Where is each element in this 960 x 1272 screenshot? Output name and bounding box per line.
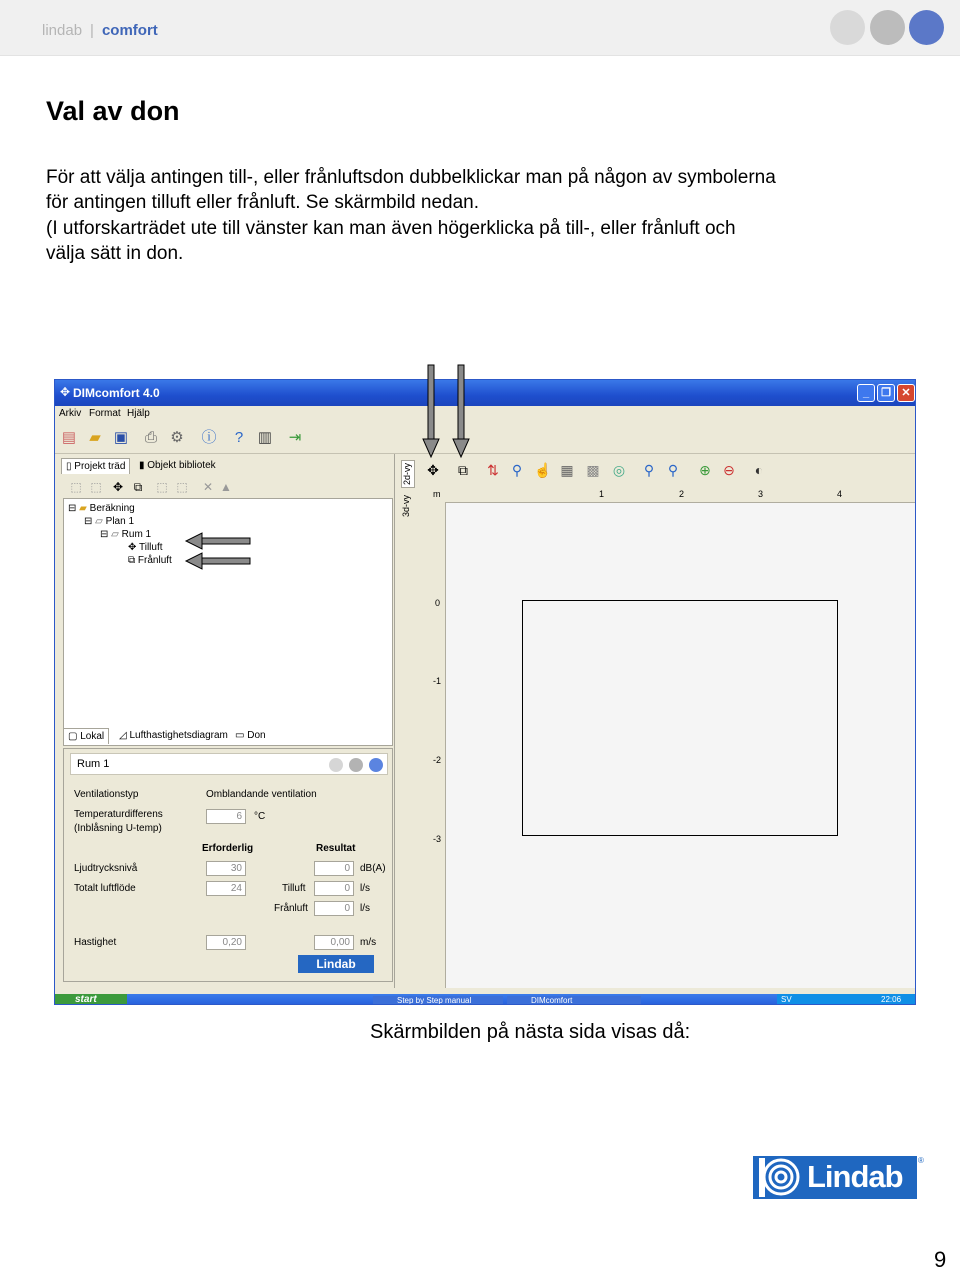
open-icon[interactable]: ▰	[89, 429, 101, 446]
zoom-in-icon[interactable]: ⊕	[699, 462, 711, 478]
left-arrows	[184, 532, 254, 572]
tree-node-berakning[interactable]: ⊟ ▰ Beräkning	[68, 503, 135, 514]
app-titlebar	[55, 380, 916, 406]
brand-secondary: comfort	[101, 22, 158, 39]
drawing-canvas[interactable]	[445, 502, 915, 988]
close-button[interactable]: ✕	[897, 384, 915, 402]
taskbar	[55, 994, 916, 1005]
ruler-unit: m	[433, 489, 441, 499]
flow-label: Totalt luftflöde	[74, 883, 136, 894]
tab-objekt-bibliotek[interactable]: ▮ Objekt bibliotek	[139, 460, 216, 471]
sound-unit: dB(A)	[360, 863, 386, 874]
menubar	[55, 406, 916, 424]
tab-lokal[interactable]: ▢ Lokal	[63, 728, 109, 744]
ventilationstyp-value[interactable]: Omblandande ventilation	[206, 789, 317, 800]
tab-projekt-trad-label: Projekt träd	[74, 461, 126, 472]
props-dot-2	[349, 758, 363, 772]
drawing-area	[397, 454, 915, 988]
props-dot-3	[369, 758, 383, 772]
start-button[interactable]: start	[55, 994, 127, 1005]
exhaust-field: 0	[314, 901, 354, 916]
tab-lufthastighetsdiagram[interactable]: ◿ Lufthastighetsdiagram	[119, 730, 228, 741]
settings-icon[interactable]: ⚙	[170, 429, 184, 446]
tree-node-rum[interactable]: ⊟ ▱ Rum 1	[100, 529, 152, 540]
zoom-1-1-icon[interactable]: ⚲	[667, 462, 679, 478]
sound-label: Ljudtrycksnivå	[74, 863, 138, 874]
page-title: Val av don	[46, 96, 180, 126]
main-toolbar	[55, 424, 916, 454]
hand-icon[interactable]: ☝	[534, 462, 552, 478]
flow-required-field[interactable]: 24	[206, 881, 246, 896]
page-header	[0, 0, 960, 56]
zoom-out-icon[interactable]: ⊖	[723, 462, 735, 478]
ruler-x-1: 1	[599, 489, 605, 499]
arrows-icon[interactable]: ⇅	[487, 462, 499, 478]
bottom-tabs	[63, 728, 393, 746]
speed-result-field: 0,00	[314, 935, 354, 950]
tree-edit-icon[interactable]: ⬚	[156, 480, 168, 494]
tree-pin-icon[interactable]: ▲	[220, 480, 232, 494]
paragraph-line-2: för antingen tilluft eller frånluft. Se skärmbild nedan.	[46, 192, 480, 213]
new-icon[interactable]: ▤	[61, 429, 77, 446]
sound-required-field[interactable]: 30	[206, 861, 246, 876]
circle-icon[interactable]: ◎	[612, 462, 626, 478]
header-dot-2	[870, 10, 905, 45]
ruler-x-3: 3	[758, 489, 764, 499]
col-required: Erforderlig	[202, 843, 254, 854]
ventilationstyp-label: Ventilationstyp	[74, 789, 139, 800]
app-icon: ✥	[60, 385, 71, 399]
tree-node-plan[interactable]: ⊟ ▱ Plan 1	[84, 516, 135, 527]
props-header	[70, 753, 388, 775]
menu-arkiv[interactable]: Arkiv	[59, 408, 82, 419]
tree-node-franluft[interactable]: ⧉ Frånluft	[128, 555, 172, 566]
exhaust-label: Frånluft	[274, 903, 308, 914]
room-rectangle[interactable]	[522, 600, 838, 836]
sound-result-field: 0	[314, 861, 354, 876]
left-arrow-franluft	[186, 553, 250, 569]
supply-field: 0	[314, 881, 354, 896]
tree-toolbar	[61, 476, 391, 498]
tab-projekt-trad[interactable]: ▯ Projekt träd	[61, 458, 130, 474]
query-icon[interactable]: ⚲	[511, 462, 523, 478]
tab-2d-vy[interactable]: 2d-vy	[401, 460, 415, 488]
ruler-y-1: -1	[433, 676, 442, 686]
ruler-x-4: 4	[837, 489, 843, 499]
down-arrow-supply	[423, 365, 439, 457]
header-dot-1	[830, 10, 865, 45]
app-title: DIMcomfort 4.0	[73, 386, 160, 400]
menu-hjalp[interactable]: Hjälp	[127, 408, 150, 419]
camera-icon[interactable]: ▥	[257, 429, 273, 446]
grid-icon[interactable]: ▦	[560, 462, 574, 478]
brand	[42, 22, 158, 39]
minimize-button[interactable]: _	[857, 384, 875, 402]
header-dot-3	[909, 10, 944, 45]
exhaust-unit: l/s	[360, 903, 370, 914]
zoom-icon[interactable]: ⚲	[643, 462, 655, 478]
speed-required-field[interactable]: 0,20	[206, 935, 246, 950]
room-name: Rum 1	[77, 758, 110, 770]
left-arrow-tilluft	[186, 533, 250, 549]
brand-primary: lindab	[42, 22, 83, 39]
maximize-button[interactable]: ❐	[877, 384, 895, 402]
speed-unit: m/s	[360, 937, 377, 948]
lindab-logo-text: Lindab	[807, 1159, 903, 1194]
temp-label-2: (Inblåsning U-temp)	[74, 823, 162, 834]
snap-icon[interactable]: ▩	[586, 462, 600, 478]
tree-add-icon[interactable]: ⬚	[70, 480, 82, 494]
menu-format[interactable]: Format	[89, 408, 121, 419]
app-screenshot	[54, 379, 916, 1005]
down-arrow-exhaust	[453, 365, 469, 457]
props-dot-1	[329, 758, 343, 772]
paragraph-line-3: (I utforskarträdet ute till vänster kan man även högerklicka på till-, eller frånluft och	[46, 218, 736, 239]
tree-node-tilluft[interactable]: ✥ Tilluft	[128, 542, 163, 553]
paragraph-line-1: För att välja antingen till-, eller frånluftsdon dubbelklickar man på någon av symbolerna	[46, 167, 776, 188]
task-step-by-step[interactable]: Step by Step manual	[373, 996, 503, 1005]
tab-objekt-bibliotek-label: Objekt bibliotek	[147, 460, 216, 471]
page-number: 9	[934, 1247, 947, 1272]
tray-lang: SV	[781, 995, 792, 1004]
flow-unit: l/s	[360, 883, 370, 894]
ruler-y-3: -3	[433, 834, 442, 844]
supply-icon[interactable]: ✥	[112, 480, 124, 494]
down-arrows	[420, 363, 476, 459]
temp-unit: °C	[254, 811, 266, 822]
ruler-x-2: 2	[679, 489, 685, 499]
help-icon[interactable]: ?	[234, 429, 244, 446]
ruler-y-0: 0	[435, 598, 441, 608]
drawing-toolbar	[421, 458, 911, 482]
supply-label: Tilluft	[282, 883, 306, 894]
system-tray	[777, 994, 916, 1005]
lindab-logo	[753, 1156, 917, 1199]
tab-don[interactable]: ▭ Don	[235, 730, 266, 741]
task-dimcomfort[interactable]: DIMcomfort	[507, 996, 641, 1005]
registered-mark: ®	[918, 1156, 924, 1165]
supply-symbol-icon[interactable]: ✥	[427, 462, 439, 478]
ruler-y-2: -2	[433, 755, 442, 765]
save-icon[interactable]: ▣	[113, 429, 129, 446]
room-properties	[63, 748, 393, 982]
tree-edit2-icon[interactable]: ⬚	[176, 480, 188, 494]
exhaust-icon[interactable]: ⧉	[133, 480, 143, 494]
exhaust-symbol-icon[interactable]: ⧉	[458, 462, 468, 478]
info-icon[interactable]: ⓘ	[201, 429, 217, 446]
paragraph-line-4: välja sätt in don.	[46, 243, 184, 264]
tree-copy-icon[interactable]: ⬚	[90, 480, 102, 494]
print-icon[interactable]: ⎙	[144, 429, 157, 446]
tab-3d-vy[interactable]: 3d-vy	[401, 495, 411, 518]
caption: Skärmbilden på nästa sida visas då:	[370, 1021, 691, 1043]
lindab-mini-logo: Lindab	[298, 955, 374, 973]
pan-icon[interactable]: ◐	[754, 462, 764, 478]
col-result: Resultat	[316, 843, 356, 854]
lindab-logo-mark	[755, 1156, 807, 1199]
temp-field[interactable]: 6	[206, 809, 246, 824]
brand-separator: |	[90, 22, 94, 39]
exit-icon[interactable]: ⇥	[288, 429, 302, 446]
tree-delete-icon[interactable]: ✕	[202, 480, 214, 494]
tray-time: 22:06	[881, 995, 902, 1004]
speed-label: Hastighet	[74, 937, 117, 948]
temp-label-1: Temperaturdifferens	[74, 809, 163, 820]
